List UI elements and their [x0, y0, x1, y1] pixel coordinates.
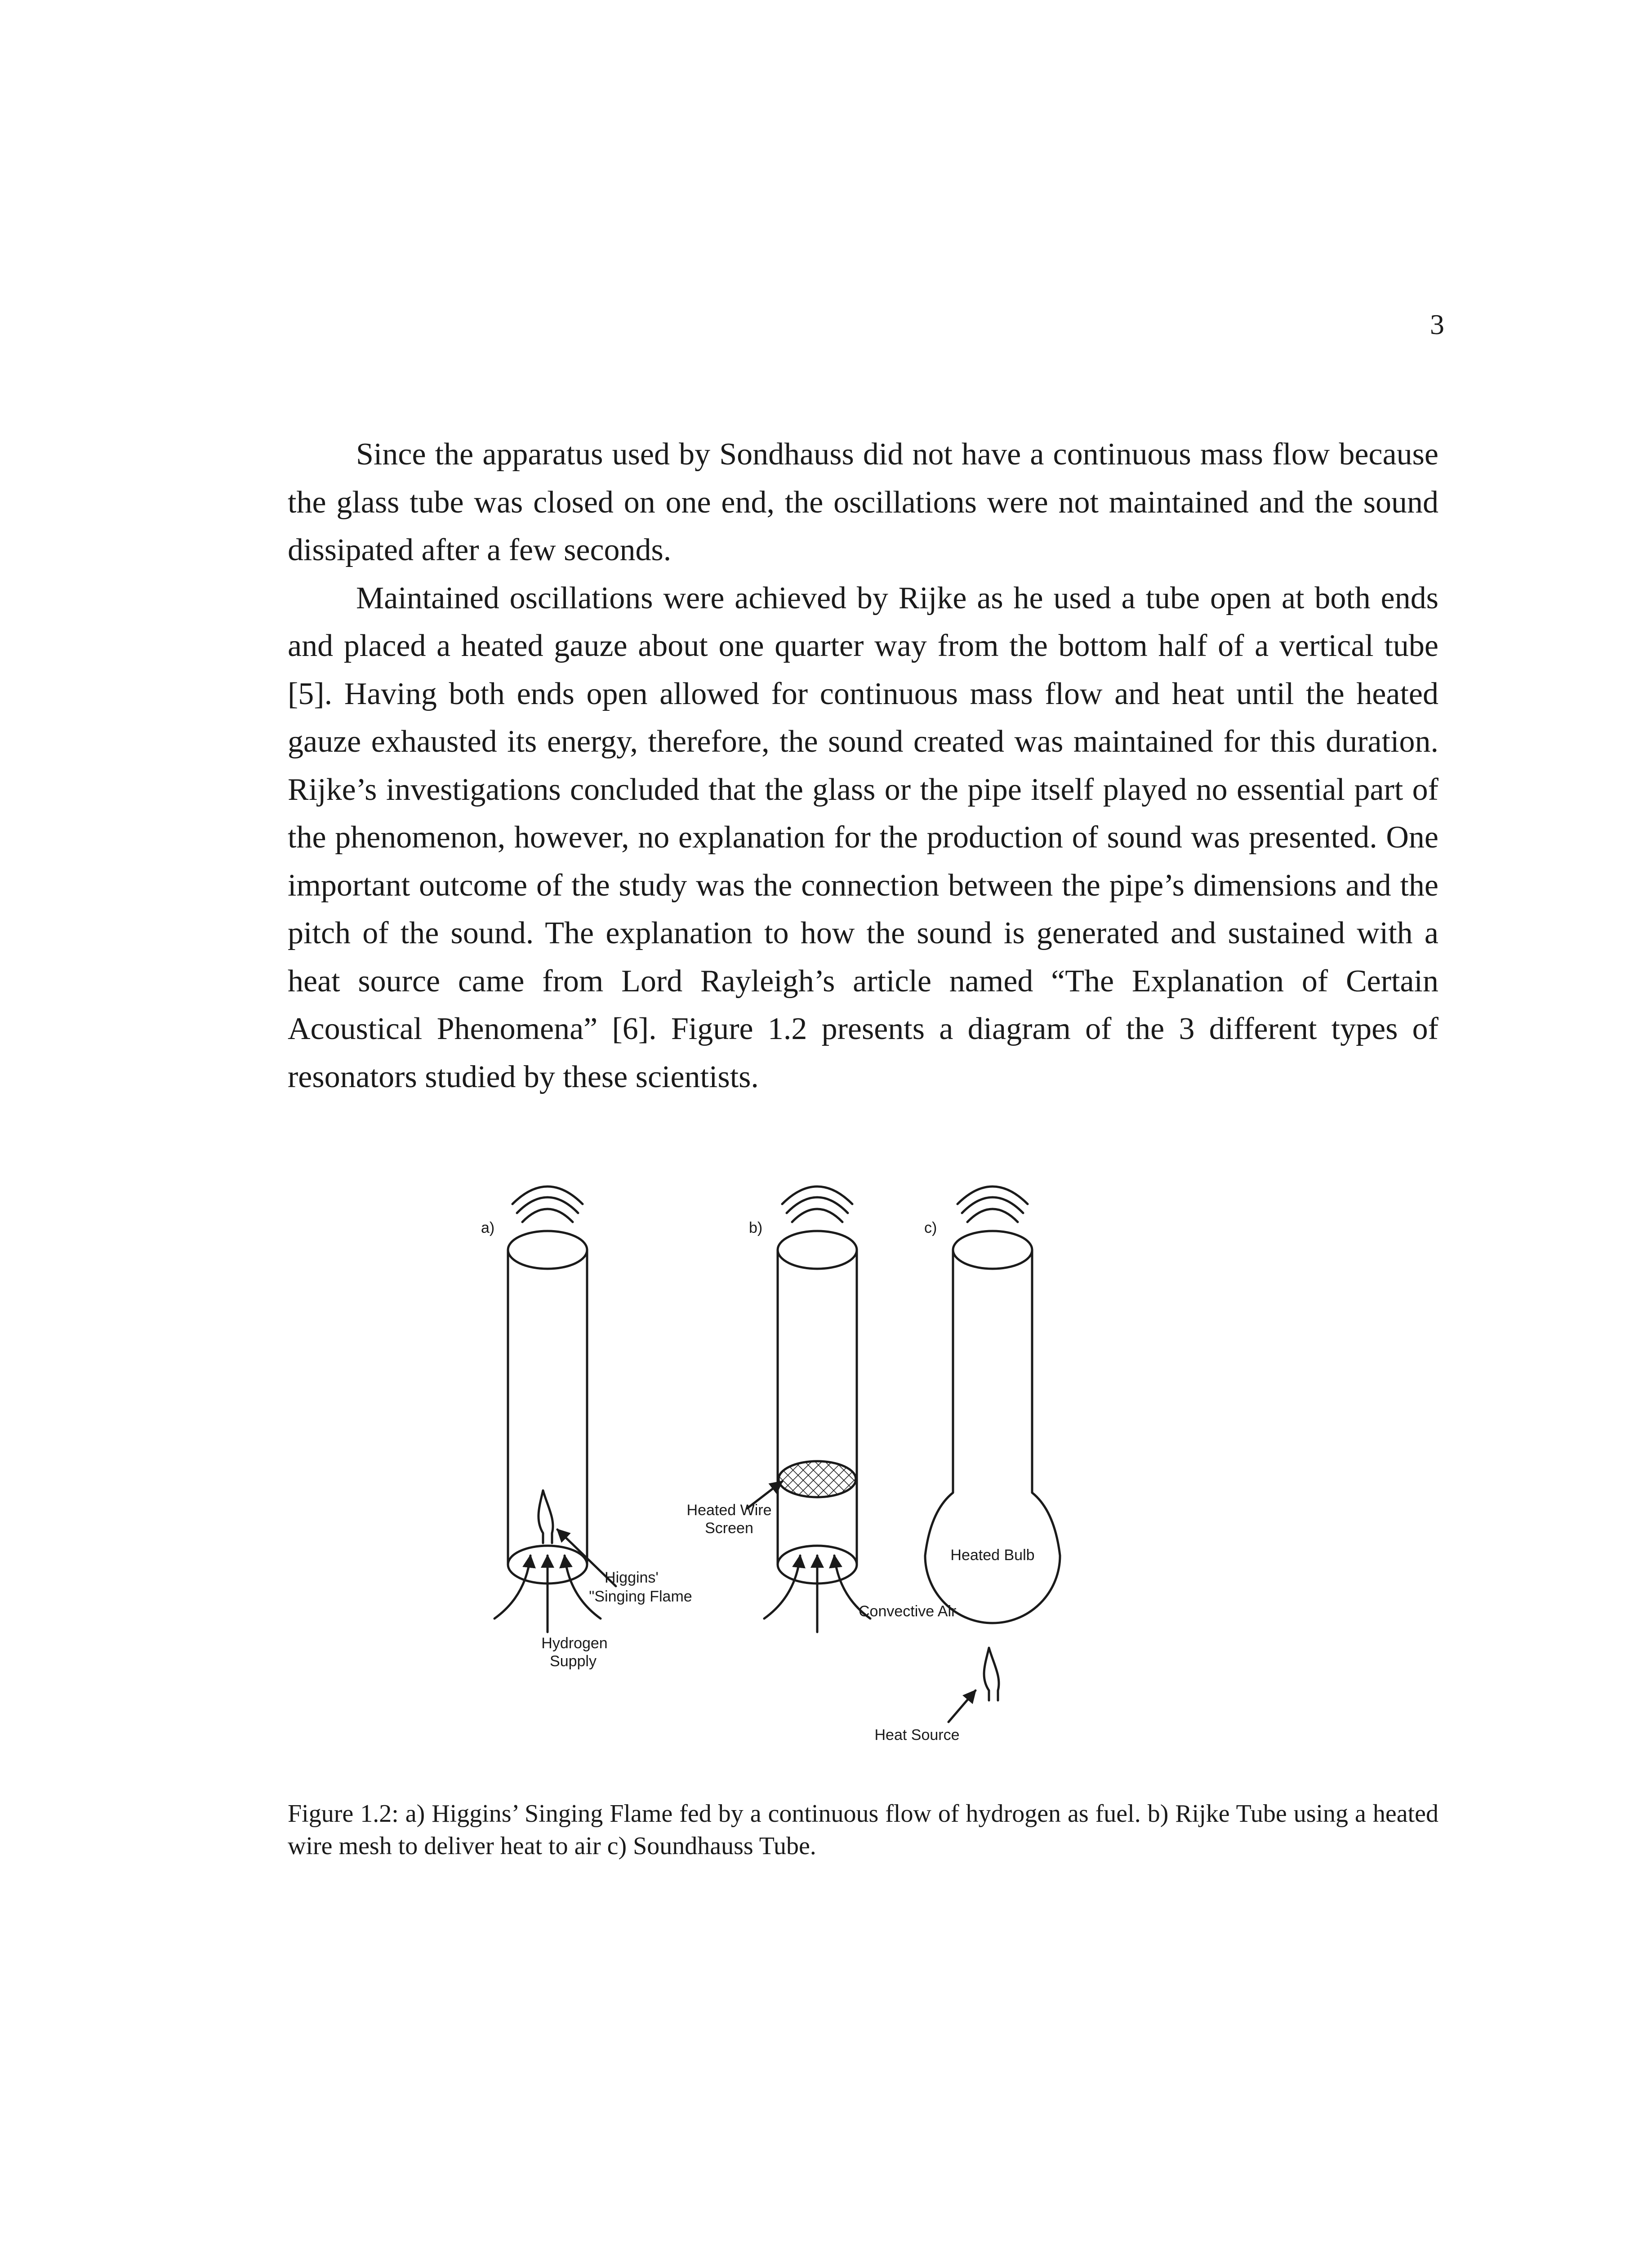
- body-text: [288, 431, 1438, 1101]
- figure-resonators: [468, 1164, 1035, 1749]
- heat-source-flame-icon: [984, 1648, 999, 1700]
- panel-label-a: a): [481, 1219, 495, 1236]
- panel-b: [687, 1186, 957, 1632]
- hydrogen-flow-arrows: [494, 1556, 601, 1632]
- label-heated-bulb: Heated Bulb: [950, 1547, 1035, 1564]
- label-hydrogen: Hydrogen: [541, 1635, 608, 1652]
- flame-icon: [539, 1490, 553, 1543]
- label-supply: Supply: [550, 1653, 597, 1670]
- paragraph-rijke: Maintained oscillations were achieved by Rijke as he used a tube open at both ends and placed a heated gauze about one quarter way from the bottom half of a vertical tube [5]. Having both ends open allowed for continuous mass flow and heat until the heated gauze exhausted its energy, therefore, the sound created was maintained for this duration. Rijke’s investigations concluded that the glass or the pipe itself played no essential part of the phenomenon, however, no explanation for the production of sound was presented. One important outcome of the study was the connection between the pipe’s dimensions and the pitch of the sound. The explanation to how the sound is generated and sustained with a heat source came from Lord Rayleigh’s article named “The Explanation of Certain Acoustical Phenomena” [6]. Figure 1.2 presents a diagram of the 3 different types of resonators studied by these scientists.: [288, 580, 1438, 1094]
- panel-c: [875, 1186, 1060, 1744]
- sound-waves-icon: [782, 1186, 852, 1222]
- label-heat-source: Heat Source: [874, 1726, 960, 1744]
- label-convective-air: Convective Air: [859, 1603, 957, 1620]
- tube-b: [778, 1231, 857, 1583]
- panel-a: [481, 1186, 692, 1670]
- convective-air-arrows: [764, 1556, 870, 1632]
- heat-source-pointer: [948, 1690, 975, 1722]
- resonator-diagram: [468, 1164, 1035, 1749]
- sound-waves-icon: [512, 1186, 583, 1222]
- label-singing-flame: "Singing Flame: [589, 1588, 692, 1605]
- tube-a: [508, 1231, 587, 1583]
- figure-caption: Figure 1.2: a) Higgins’ Singing Flame fed by a continuous flow of hydrogen as fuel. b) Rijke Tube using a heated wire mesh to deliver heat to air c) Soundhauss Tube.: [288, 1800, 1438, 1860]
- heated-wire-mesh: [779, 1461, 856, 1497]
- panel-label-c: c): [924, 1219, 937, 1236]
- paragraph-sondhauss: Since the apparatus used by Sondhauss did not have a continuous mass flow because the glass tube was closed on one end, the oscillations were not maintained and the sound dissipated after a few seconds.: [288, 437, 1438, 567]
- page-number: 3: [1430, 308, 1444, 340]
- label-screen: Screen: [705, 1520, 753, 1537]
- sound-waves-icon: [957, 1186, 1028, 1222]
- label-heated-wire: Heated Wire: [686, 1502, 772, 1519]
- panel-label-b: b): [749, 1219, 763, 1236]
- bulb-tube: [925, 1231, 1060, 1623]
- label-higgins: Higgins': [605, 1569, 659, 1586]
